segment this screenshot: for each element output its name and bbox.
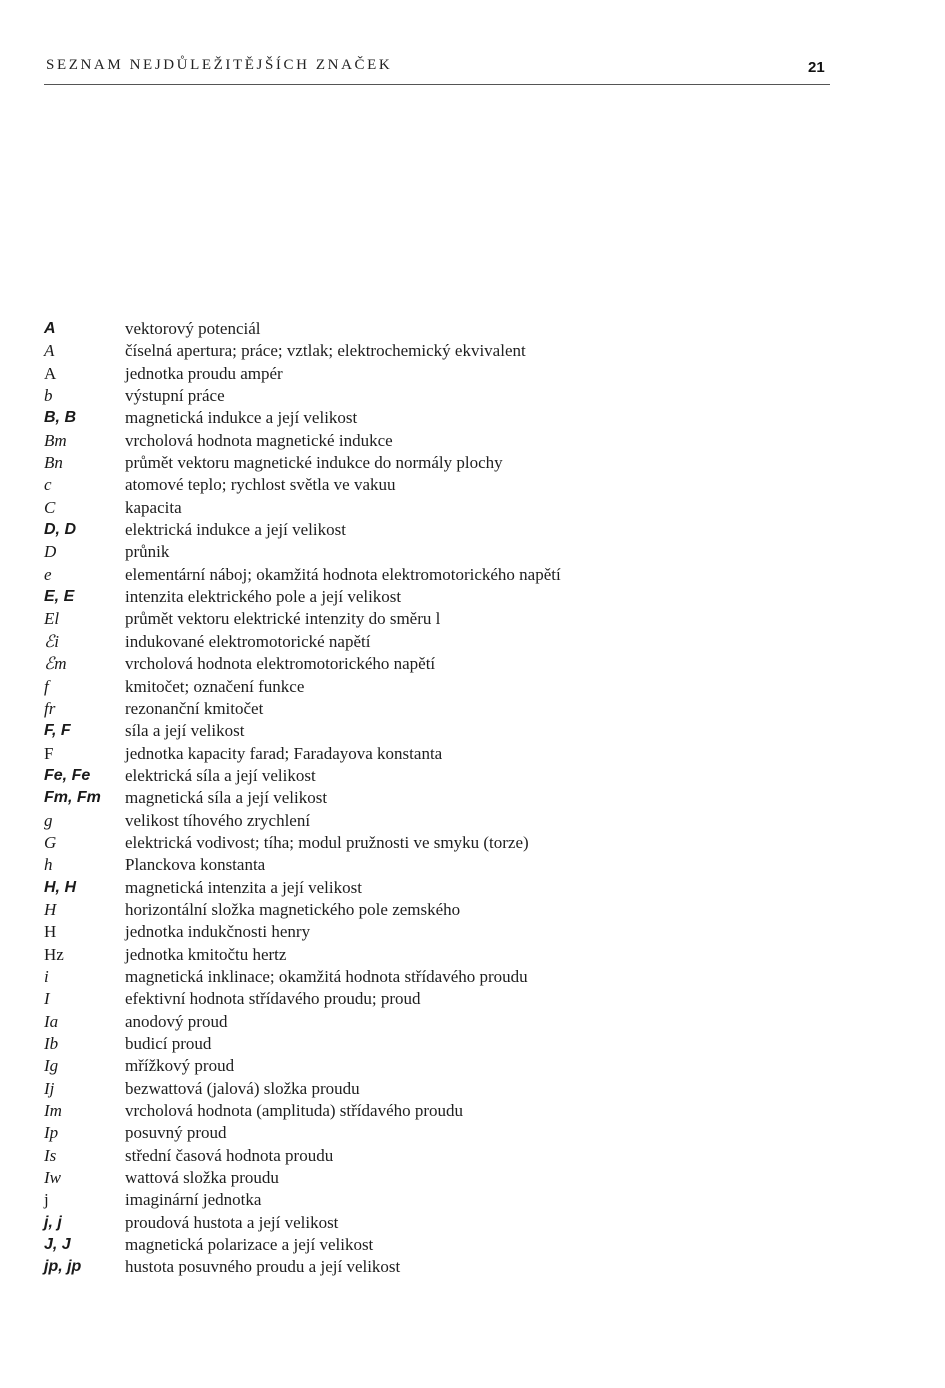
entry-description: budicí proud [125,1034,212,1053]
entry-description: kapacita [125,497,182,517]
entry-description: posuvný proud [125,1123,227,1143]
entry-description: intenzita elektrického pole a její velikost [125,587,402,607]
entry-symbol: F [44,743,54,763]
entry-description: bezwattová (jalová) složka proudu [125,1078,360,1098]
entry-description: jednotka proudu ampér [125,363,283,383]
entry-description: imaginární jednotka [125,1190,262,1210]
symbol-list [44,318,561,1279]
symbol-entry [44,631,561,653]
entry-description: mřížkový proud [125,1056,235,1076]
page-number: 21 [808,59,825,76]
symbol-entry [44,1100,561,1122]
symbol-entry [44,1212,561,1234]
entry-description: atomové teplo; rychlost světla ve vakuu [125,475,396,495]
symbol-entry [44,430,561,452]
entry-symbol: Im [44,1101,62,1121]
symbol-entry [44,1234,561,1256]
entry-symbol: Bn [44,453,63,473]
running-title: SEZNAM NEJDŮLEŽITĚJŠÍCH ZNAČEK [46,57,393,73]
entry-symbol: Ij [44,1078,55,1098]
entry-symbol: c [44,475,52,495]
entry-symbol: E, E [44,588,75,606]
entry-symbol: b [44,386,53,406]
symbol-entry [44,541,561,563]
entry-description: magnetická polarizace a její velikost [125,1235,374,1255]
symbol-entry [44,407,561,429]
symbol-entry [44,698,561,720]
entry-symbol: Hz [44,944,64,964]
entry-description: jednotka kmitočtu hertz [125,944,287,964]
symbol-entry [44,743,561,765]
entry-symbol: Fe, Fe [44,766,91,784]
entry-symbol: Ip [44,1123,59,1143]
entry-description: magnetická indukce a její velikost [125,408,358,428]
entry-symbol: El [44,609,60,629]
entry-description: průmět vektoru elektrické intenzity do směru l [125,609,441,629]
symbol-entry [44,877,561,899]
entry-symbol: F, F [44,722,71,740]
entry-description: wattová složka proudu [125,1168,279,1188]
entry-symbol: A [44,363,57,383]
entry-symbol: f [44,676,49,696]
symbol-entry [44,1256,561,1278]
entry-description: hustota posuvného proudu a její velikost [125,1257,401,1277]
entry-symbol: B, B [44,409,76,427]
entry-symbol: fr [44,698,56,718]
entry-symbol: j [44,1190,49,1210]
entry-symbol: A [44,341,55,361]
entry-symbol: H, H [44,878,76,896]
symbol-entry [44,988,561,1010]
entry-symbol: jp, jp [44,1258,82,1276]
entry-description: průmět vektoru magnetické indukce do normály plochy [125,453,503,473]
symbol-entry [44,474,561,496]
entry-description: efektivní hodnota střídavého proudu; proud [125,989,421,1009]
entry-symbol: D, D [44,521,76,539]
entry-symbol: i [44,966,49,986]
symbol-entry [44,1011,561,1033]
entry-description: elektrická indukce a její velikost [125,520,346,540]
symbol-entry [44,854,561,876]
symbol-entry [44,787,561,809]
symbol-entry [44,1122,561,1144]
entry-description: Planckova konstanta [125,855,266,875]
entry-symbol: ℰi [44,631,60,651]
symbol-entry [44,564,561,586]
symbol-entry [44,899,561,921]
entry-description: vrcholová hodnota (amplituda) střídavého proudu [125,1101,464,1121]
entry-description: elektrická vodivost; tíha; modul pružnosti ve smyku (torze) [125,832,529,852]
entry-description: vrcholová hodnota elektromotorického napětí [125,654,436,674]
symbol-entry [44,385,561,407]
entry-symbol: Iw [44,1168,61,1188]
entry-description: výstupní práce [125,386,225,406]
entry-description: jednotka kapacity farad; Faradayova konstanta [125,743,443,763]
entry-symbol: j, j [44,1213,62,1231]
entry-symbol: Fm, Fm [44,789,101,807]
entry-symbol: Ia [44,1011,59,1031]
symbol-entry [44,966,561,988]
entry-symbol: J, J [44,1236,71,1254]
entry-description: střední časová hodnota proudu [125,1145,334,1165]
entry-symbol: H [44,899,57,919]
symbol-entry [44,676,561,698]
entry-symbol: Is [44,1145,57,1165]
entry-description: elektrická síla a její velikost [125,765,316,785]
entry-symbol: h [44,855,53,875]
entry-description: indukované elektromotorické napětí [125,631,371,651]
symbol-entry [44,720,561,742]
entry-symbol: A [44,320,56,337]
entry-symbol: Ib [44,1034,59,1053]
entry-symbol: G [44,832,57,852]
symbol-entry [44,1189,561,1211]
entry-symbol: g [44,810,53,830]
entry-description: elementární náboj; okamžitá hodnota elektromotorického napětí [125,564,561,584]
entry-symbol: ℰm [44,654,67,674]
entry-description: číselná apertura; práce; vztlak; elektrochemický ekvivalent [125,341,526,361]
entry-description: rezonanční kmitočet [125,698,264,718]
symbol-entry [44,608,561,630]
entry-description: velikost tíhového zrychlení [125,810,311,830]
symbol-entry [44,921,561,943]
entry-description: magnetická inklinace; okamžitá hodnota střídavého proudu [125,966,528,986]
entry-description: průnik [125,542,170,562]
symbol-entry [44,1033,561,1055]
symbol-entry [44,586,561,608]
entry-description: horizontální složka magnetického pole zemského [125,899,461,919]
header-rule [44,84,830,85]
entry-symbol: Ig [44,1056,59,1076]
symbol-entry [44,363,561,385]
symbol-entry [44,340,561,362]
entry-description: proudová hustota a její velikost [125,1212,339,1232]
entry-symbol: e [44,564,52,584]
symbol-entry [44,1055,561,1077]
symbol-entry [44,832,561,854]
entry-description: kmitočet; označení funkce [125,676,305,696]
entry-symbol: I [44,989,50,1009]
symbol-entry [44,1078,561,1100]
symbol-entry [44,653,561,675]
symbol-entry [44,318,561,340]
symbol-entry [44,810,561,832]
entry-symbol: D [44,542,57,562]
entry-description: vrcholová hodnota magnetické indukce [125,430,393,450]
entry-description: magnetická síla a její velikost [125,788,328,808]
entry-description: vektorový potenciál [125,319,261,338]
entry-symbol: Bm [44,430,67,450]
symbol-entry [44,765,561,787]
symbol-entry [44,519,561,541]
symbol-entry [44,1145,561,1167]
entry-symbol: C [44,497,56,517]
entry-description: anodový proud [125,1011,228,1031]
entry-description: magnetická intenzita a její velikost [125,877,362,897]
symbol-entry [44,452,561,474]
entry-symbol: H [44,922,57,942]
entry-description: jednotka indukčnosti henry [125,922,311,942]
entry-description: síla a její velikost [125,721,245,741]
symbol-entry [44,497,561,519]
symbol-entry [44,1167,561,1189]
symbol-entry [44,944,561,966]
